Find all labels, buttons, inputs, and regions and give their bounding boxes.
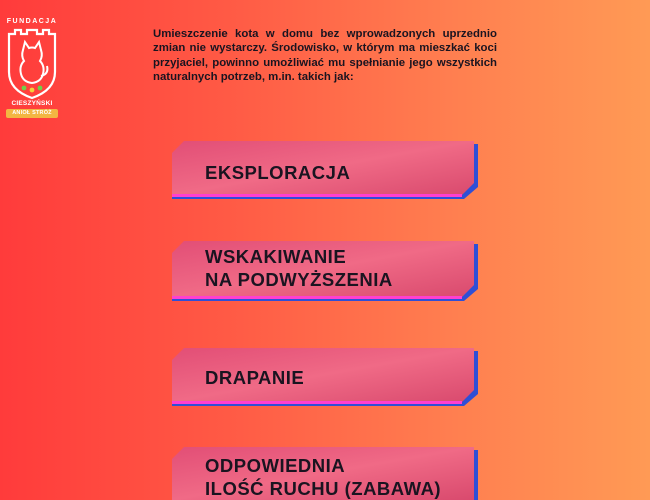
logo-name: CIESZYŃSKI bbox=[11, 100, 53, 107]
need-card-jumping bbox=[172, 241, 478, 301]
need-card-exploration bbox=[172, 141, 478, 199]
need-card-scratching bbox=[172, 348, 478, 406]
need-label: ODPOWIEDNIA ILOŚĆ RUCHU (ZABAWA) bbox=[205, 455, 442, 499]
need-label: DRAPANIE bbox=[205, 367, 305, 388]
cat-shield-logo-icon bbox=[5, 28, 59, 100]
intro-paragraph: Umieszczenie kota w domu bez wprowadzonych uprzednio zmian nie wystarczy. Środowisko, w którym ma mieszkać koci przyjaciel, powinno umożliwiać mu spełnianie jego wszystkich naturalnych potrzeb, m.in. takich jak: bbox=[153, 28, 497, 83]
need-card-movement bbox=[172, 447, 478, 500]
need-label: EKSPLORACJA bbox=[205, 162, 351, 183]
logo-top-text: FUNDACJA bbox=[6, 18, 58, 25]
need-label: WSKAKIWANIE NA PODWYŻSZENIA bbox=[205, 246, 393, 290]
logo-subtitle-badge: ANIOŁ STRÓŻ bbox=[6, 109, 58, 118]
foundation-logo bbox=[4, 18, 60, 120]
